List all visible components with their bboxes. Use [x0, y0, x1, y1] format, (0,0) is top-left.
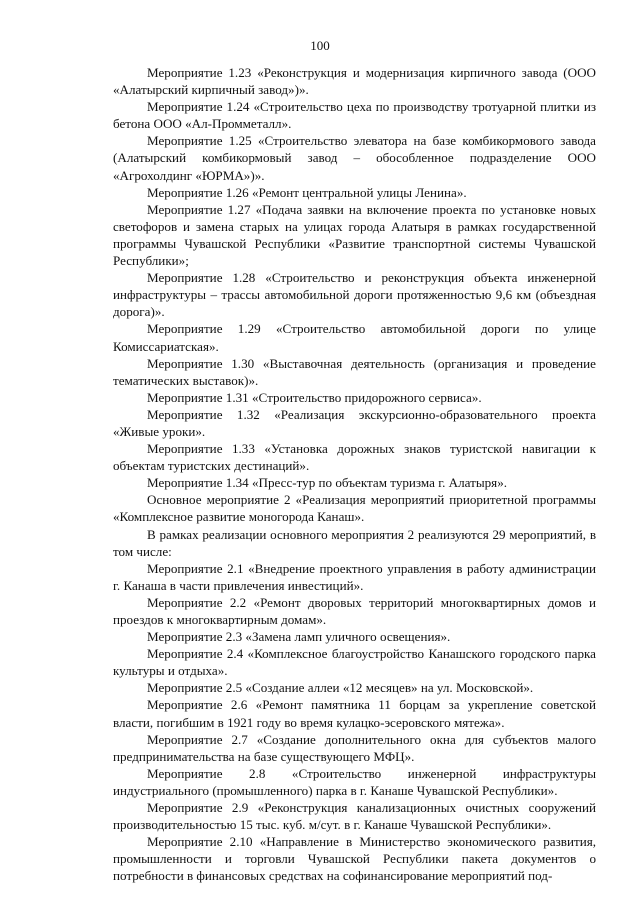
paragraph-measure-1-32: Мероприятие 1.32 «Реализация экскурсионно-образовательного проекта «Живые уроки».: [113, 406, 596, 439]
paragraph-measure-1-34: Мероприятие 1.34 «Пресс-тур по объектам туризма г. Алатыря».: [147, 475, 508, 491]
paragraph-measure-1-25: Мероприятие 1.25 «Строительство элеватора на базе комбикормового завода (Алатырский комбикормовый завод – обособленное подразделение ООО «Агрохолдинг «ЮРМА»)».: [113, 133, 596, 183]
paragraph-measure-2-10: Мероприятие 2.10 «Направление в Министерство экономического развития, промышленности и торговли Чувашской Республики пакета документов о потребности в финансовых средствах на софинансирование мероприятий под-: [113, 834, 596, 884]
paragraph-main-measure-2: Основное мероприятие 2 «Реализация мероприятий приоритетной программы «Комплексное развитие моногорода Канаш».: [113, 492, 596, 525]
paragraph-measure-1-33: Мероприятие 1.33 «Установка дорожных знаков туристской навигации к объектам туристских дестинаций».: [113, 441, 596, 474]
paragraph-measure-2-3: Мероприятие 2.3 «Замена ламп уличного освещения».: [147, 629, 451, 645]
paragraph-measure-1-23: Мероприятие 1.23 «Реконструкция и модернизация кирпичного завода (ООО «Алатырский кирпичный завод»)».: [113, 65, 596, 98]
paragraph-measure-1-30: Мероприятие 1.30 «Выставочная деятельность (организация и проведение тематических выставок)».: [113, 355, 596, 388]
paragraph-measure-2-7: Мероприятие 2.7 «Создание дополнительного окна для субъектов малого предпринимательства на базе существующего МФЦ».: [113, 731, 596, 764]
paragraph-measure-1-24: Мероприятие 1.24 «Строительство цеха по производству тротуарной плитки из бетона ООО «Ал-Промметалл».: [113, 99, 596, 132]
paragraph-measure-2-2: Мероприятие 2.2 «Ремонт дворовых территорий многоквартирных домов и проездов к многоквартирным домам».: [113, 594, 596, 627]
paragraph-measure-2-6: Мероприятие 2.6 «Ремонт памятника 11 борцам за укрепление советской власти, погибшим в 1921 году во время кулацко-эсеровского мятежа».: [113, 697, 596, 730]
paragraph-measure-1-28: Мероприятие 1.28 «Строительство и реконструкция объекта инженерной инфраструктуры – трассы автомобильной дороги протяженностью 9,6 км (объездная дорога)».: [113, 270, 596, 320]
paragraph-measure-1-31: Мероприятие 1.31 «Строительство придорожного сервиса».: [147, 389, 482, 405]
paragraph-measure-2-5: Мероприятие 2.5 «Создание аллеи «12 месяцев» на ул. Московской».: [147, 680, 534, 696]
page-number: 100: [310, 38, 330, 53]
paragraph-measure-2-4: Мероприятие 2.4 «Комплексное благоустройство Канашского городского парка культуры и отдыха».: [113, 646, 596, 679]
document-body: [113, 64, 596, 885]
paragraph-measure-1-26: Мероприятие 1.26 «Ремонт центральной улицы Ленина».: [147, 184, 467, 200]
paragraph-measure-2-8: Мероприятие 2.8 «Строительство инженерной инфраструктуры индустриального (промышленного) парка в г. Канаше Чувашской Республики».: [113, 765, 596, 798]
paragraph-measure-2-intro: В рамках реализации основного мероприятия 2 реализуются 29 мероприятий, в том числе:: [113, 526, 596, 559]
paragraph-measure-2-9: Мероприятие 2.9 «Реконструкция канализационных очистных сооружений производительностью 15 тыс. куб. м/сут. в г. Канаше Чувашской Республики».: [113, 800, 596, 833]
paragraph-measure-1-27: Мероприятие 1.27 «Подача заявки на включение проекта по установке новых светофоров и замена старых на улицах города Алатыря в рамках государственной программы Чувашской Республики «Развитие транспортной системы Чувашской Республики»;: [113, 201, 596, 269]
paragraph-measure-2-1: Мероприятие 2.1 «Внедрение проектного управления в работу администрации г. Канаша в части привлечения инвестиций».: [113, 560, 596, 593]
paragraph-measure-1-29: Мероприятие 1.29 «Строительство автомобильной дороги по улице Комиссариатская».: [113, 321, 596, 354]
